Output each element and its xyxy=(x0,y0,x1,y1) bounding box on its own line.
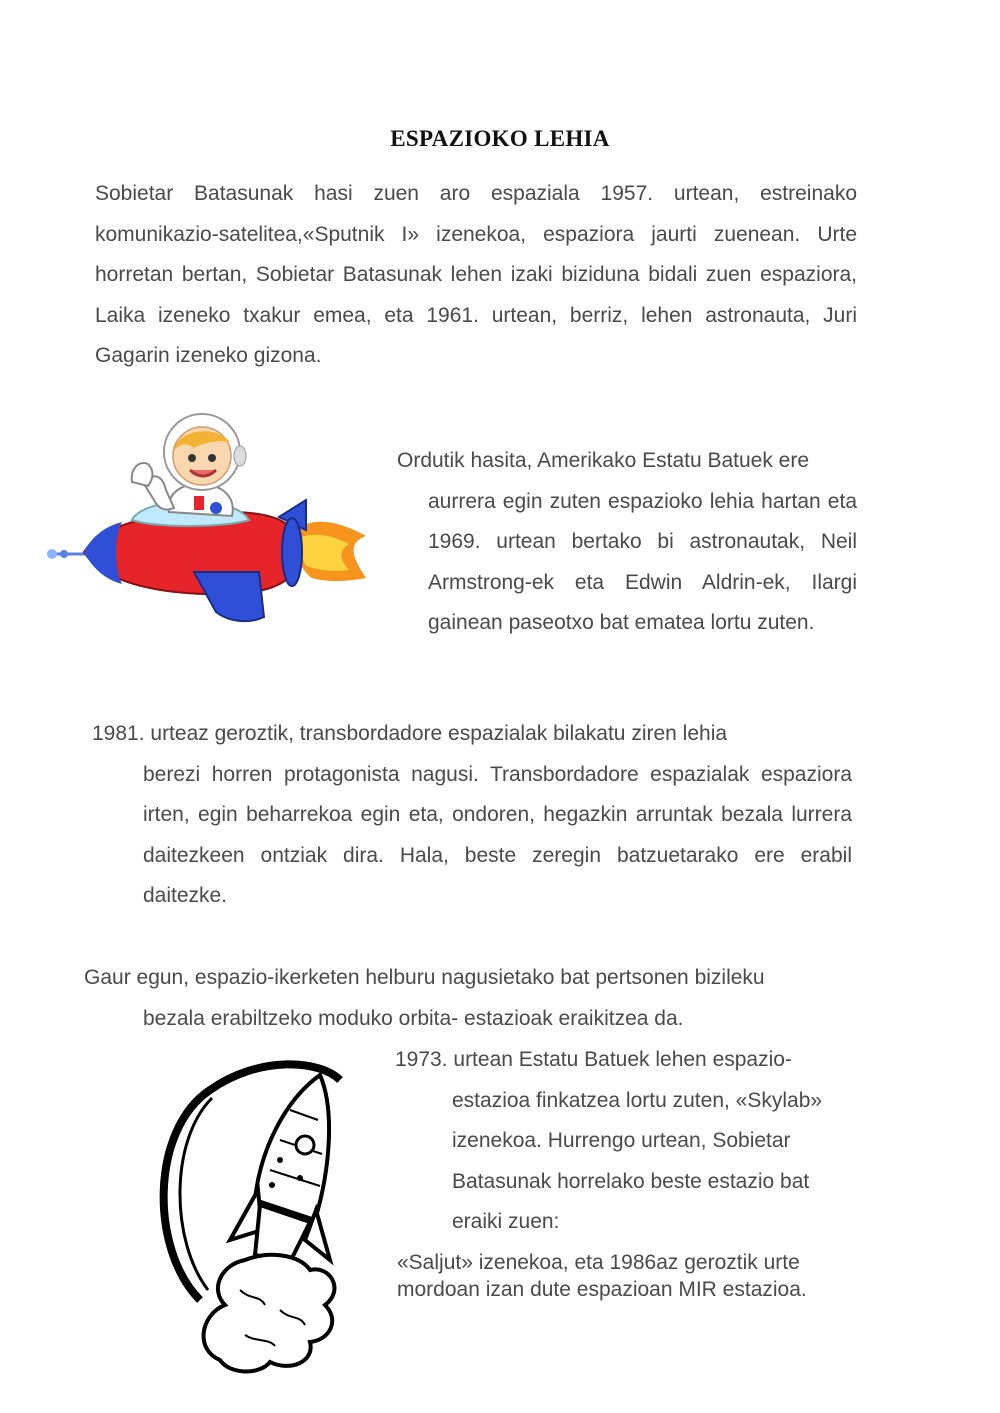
paragraph-apollo-first-line: Ordutik hasita, Amerikako Estatu Batuek ere xyxy=(397,449,810,472)
paragraph-apollo-rest: aurrera egin zuten espazioko lehia hartan eta 1969. urtean bertako bi astronautak, Neil Armstrong-ek eta Edwin Aldrin-ek, Ilargi gainean paseotxo bat ematea lortu zuten. xyxy=(428,489,857,634)
rocket-line-art-illustration xyxy=(140,1050,385,1380)
paragraph-apollo xyxy=(397,441,857,644)
paragraph-mir: «Saljut» izenekoa, eta 1986az geroztik urte mordoan izan dute espazioan MIR estazioa. xyxy=(397,1251,807,1301)
paragraph-shuttle-rest: berezi horren protagonista nagusi. Transbordadore espazialak espaziora irten, egin beharrekoa egin eta, ondoren, hegazkin arruntak bezala lurrera daitezkeen ontziak dira. Hala, beste zeregin batzuetarako ere erabil daitezke. xyxy=(143,762,852,907)
paragraph-sputnik: Sobietar Batasunak hasi zuen aro espaziala 1957. urtean, estreinako komunikazio-satelitea,«Sputnik I» izenekoa, espaziora jaurti zuenean. Urte horretan bertan, Sobietar Batasunak lehen izaki biziduna bidali zuen espaziora, Laika izeneko txakur emea, eta 1961. urtean, berriz, lehen astronauta, Juri Gagarin izeneko gizona. xyxy=(95,182,857,367)
paragraph-stations-rest: bezala erabiltzeko moduko orbita- estazioak eraikitzea da. xyxy=(143,1006,684,1030)
paragraph-stations-first-line: Gaur egun, espazio-ikerketen helburu nagusietako bat pertsonen bizileku xyxy=(84,966,765,989)
paragraph-stations xyxy=(84,958,856,1039)
paragraph-skylab-rest: estazioa finkatzea lortu zuten, «Skylab» izenekoa. Hurrengo urtean, Sobietar Batasunak horrelako beste estazio bat eraiki zuen: xyxy=(452,1088,823,1233)
paragraph-shuttle-first-line: 1981. urteaz geroztik, transbordadore espazialak bilakatu ziren lehia xyxy=(92,722,728,745)
astronaut-rocket-illustration xyxy=(44,412,370,634)
page-title: ESPAZIOKO LEHIA xyxy=(390,126,610,151)
paragraph-shuttle xyxy=(92,714,852,917)
paragraph-skylab xyxy=(395,1040,855,1243)
paragraph-skylab-first-line: 1973. urtean Estatu Batuek lehen espazio- xyxy=(395,1048,792,1071)
